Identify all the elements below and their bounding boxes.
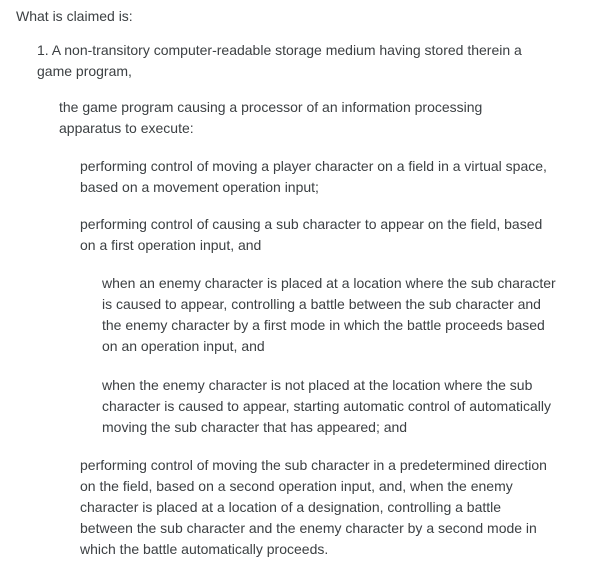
- claim-1-substep-enemy-present: when an enemy character is placed at a location where the sub character is caused to appear, controlling a battle between the sub character and the enemy character by a first mode in which the battle proceeds based on an operation input, and: [102, 275, 556, 354]
- claim-1-step-move-sub: performing control of moving the sub character in a predetermined direction on the field, based on a second operation input, and, when the enemy character is placed at a location of a designation, controlling a battle between the sub character and the enemy character by a second mode in which the battle automatically proceeds.: [80, 457, 547, 557]
- claim-1-substep-enemy-absent: when the enemy character is not placed at the location where the sub character is caused to appear, starting automatic control of automatically moving the sub character that has appeared; and: [102, 377, 552, 435]
- claim-1-step-move-player: performing control of moving a player character on a field in a virtual space, based on a movement operation input;: [80, 158, 547, 195]
- claim-1-step-appear-sub: performing control of causing a sub character to appear on the field, based on a first operation input, and: [80, 216, 543, 253]
- claim-1-preamble: the game program causing a processor of an information processing apparatus to execute:: [59, 99, 483, 136]
- claims-heading: What is claimed is:: [16, 8, 133, 24]
- claim-1-intro: 1. A non-transitory computer-readable storage medium having stored therein a game program,: [37, 42, 522, 79]
